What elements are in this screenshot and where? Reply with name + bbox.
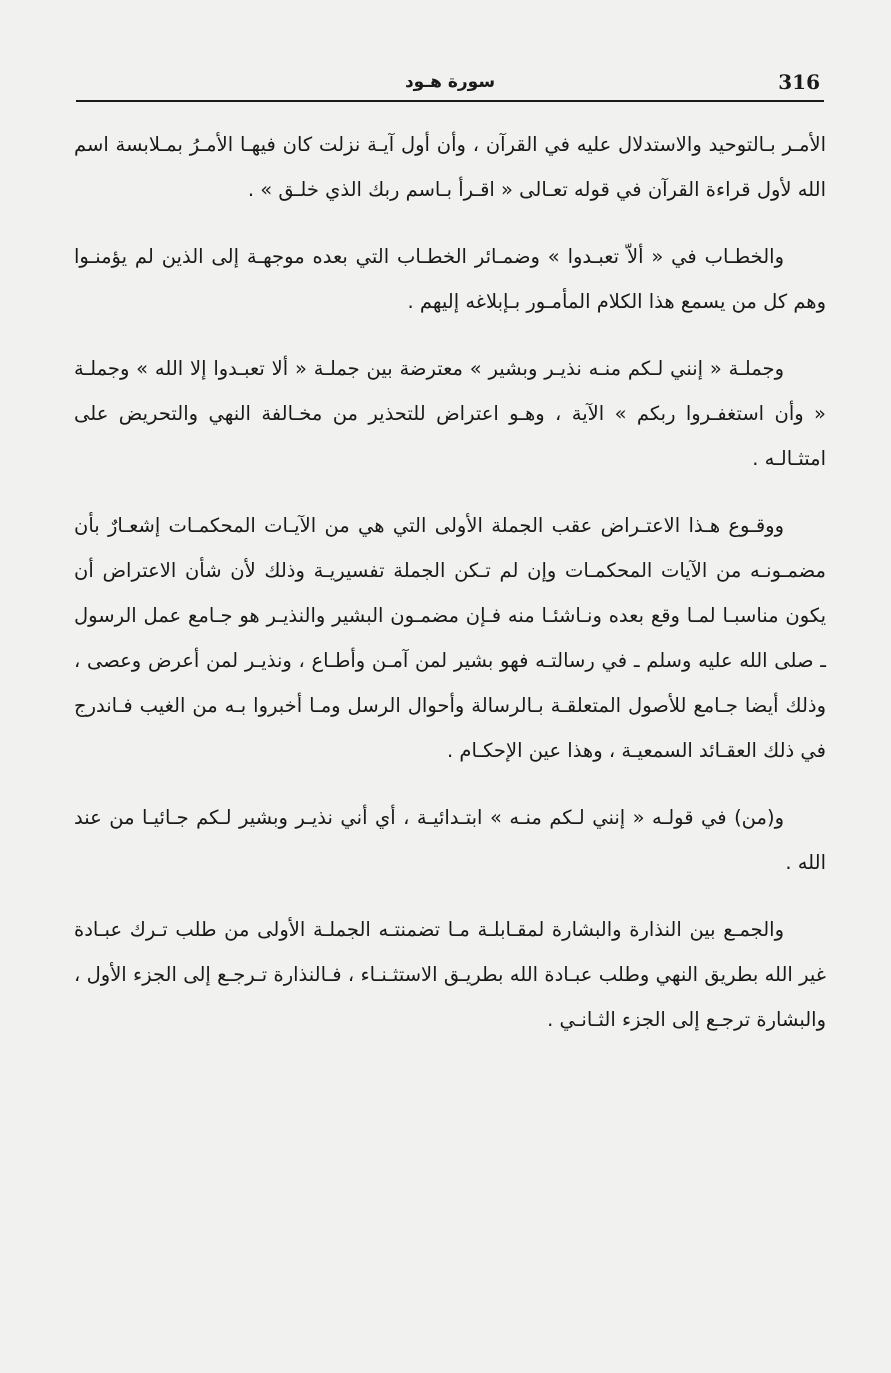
paragraph-4: ووقـوع هـذا الاعتـراض عقب الجملة الأولى التي هي من الآيـات المحكمـات إشعـارٌ بأن مضمـونـه من الآيات المحكمـات وإن لم تـكن الجملة تفسيريـة وذلك لأن شأن الاعتراض أن يكون مناسبـا لمـا وقع بعده ونـاشئـا منه فـإن مضمـون البشير والنذيـر هو جـامع عمل الرسول ـ صلى الله عليه وسلم ـ في رسالتـه فهو بشير لمن آمـن وأطـاع ، ونذيـر لمن أعرض وعصى ، وذلك أيضا جـامع للأصول المتعلقـة بـالرسالة وأحوال الرسل ومـا أخبروا بـه من الغيب فـاندرج في ذلك العقـائد السمعيـة ، وهذا عين الإحكـام . bbox=[74, 514, 826, 762]
running-title: سورة هـود bbox=[404, 72, 496, 92]
header-divider bbox=[76, 100, 824, 102]
page-body bbox=[74, 122, 826, 1064]
page-header bbox=[76, 66, 824, 106]
paragraph-1: الأمـر بـالتوحيد والاستدلال عليه في القرآن ، وأن أول آيـة نزلت كان فيهـا الأمـرُ بمـلابسة اسم الله لأول قراءة القرآن في قوله تعـالى « اقـرأ بـاسم ربك الذي خلـق » . bbox=[74, 133, 826, 201]
paragraph-6: والجمـع بين النذارة والبشارة لمقـابلـة مـا تضمنتـه الجملـة الأولى من طلب تـرك عبـادة غير الله بطريق النهي وطلب عبـادة الله بطريـق الاستثـنـاء ، فـالنذارة تـرجـع إلى الجزء الأول ، والبشارة ترجـع إلى الجزء الثـانـي . bbox=[74, 918, 826, 1031]
paragraph-2: والخطـاب في « ألاّ تعبـدوا » وضمـائر الخطـاب التي بعده موجهـة إلى الذين لم يؤمنـوا وهم كل من يسمع هذا الكلام المأمـور بـإبلاغه إليهم . bbox=[74, 245, 826, 313]
paragraph-3: وجملـة « إنني لـكم منـه نذيـر وبشير » معترضة بين جملـة « ألا تعبـدوا إلا الله » وجملـة « وأن استغفـروا ربكم » الآية ، وهـو اعتراض للتحذير من مخـالفة النهي والتحريض على امتثـالـه . bbox=[74, 357, 826, 470]
page-number: 316 bbox=[778, 70, 820, 94]
paragraph-5: و(من) في قولـه « إنني لـكم منـه » ابتـدائيـة ، أي أني نذيـر وبشير لـكم جـائيـا من عند الله . bbox=[74, 806, 826, 874]
